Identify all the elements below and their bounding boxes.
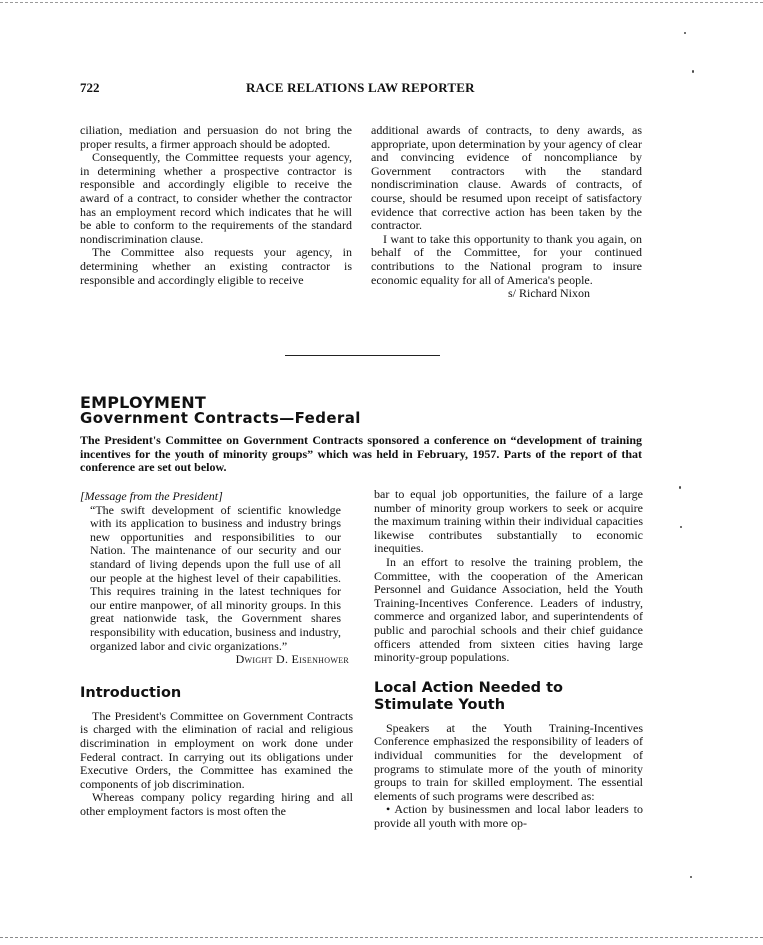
body-left-column xyxy=(80,490,353,818)
body-paragraph: In an effort to resolve the training problem, the Committee, with the cooperation of the American Personnel and Guidance Association, held the Youth Training-Incentives Conference. Leaders of industry, commerce and organized labor, and superintendents of public and parochial schools and their chief guidance officers attended from sixteen cities having large minority-group populations. xyxy=(374,554,643,665)
message-heading: [Message from the President] xyxy=(80,489,223,503)
letter-paragraph: additional awards of contracts, to deny awards, as appropriate, upon determination by your agency of clear and convincing evidence of noncompliance by Government contractors with the standard nondiscrimination clause. Awards of contracts, of course, should be resumed upon receipt of satisfactory evidence that corrective action has been taken by the contractor. xyxy=(371,123,642,233)
letter-paragraph: The Committee also requests your agency, in determining whether an existing contractor is responsible and accordingly eligible to receive xyxy=(80,245,352,287)
scan-edge-bottom xyxy=(0,937,763,938)
bullet-item: • Action by businessmen and local labor leaders to provide all youth with more op- xyxy=(374,802,643,830)
scan-speck xyxy=(692,70,694,73)
body-paragraph: bar to equal job opportunities, the failure of a large number of minority group workers to seek or acquire the maximum training within their individual capacities likewise contributes substantially to economic inequities. xyxy=(374,487,643,556)
scan-speck xyxy=(684,32,686,34)
letter-paragraph: I want to take this opportunity to thank you again, on behalf of the Committee, for your continued contributions to the National program to insure economic equality for all of America's people. xyxy=(371,231,642,287)
letter-left-column xyxy=(80,124,352,287)
letter-paragraph: ciliation, mediation and persuasion do not bring the proper results, a firmer approach should be adopted. xyxy=(80,123,352,151)
running-title: RACE RELATIONS LAW REPORTER xyxy=(246,80,475,95)
introduction-paragraph: Whereas company policy regarding hiring and all other employment factors is most often the xyxy=(80,790,353,818)
body-right-column xyxy=(374,488,643,830)
introduction-heading: Introduction xyxy=(80,684,182,701)
section-divider xyxy=(285,355,440,356)
letter-right-column xyxy=(371,124,642,301)
scan-speck xyxy=(679,486,681,489)
section-subtitle: Government Contracts—Federal xyxy=(80,409,361,427)
local-action-paragraph: Speakers at the Youth Training-Incentives Conference emphasized the responsibility of leaders of individual communities for the development of programs to stimulate more of the youth of minority groups to train for skilled employment. The essential elements of such programs were described as: xyxy=(374,720,643,803)
scan-edge-top xyxy=(0,2,763,3)
introduction-paragraph: The President's Committee on Government Contracts is charged with the elimination of racial and religious discrimination in employment on work done under Federal contract. In carrying out its obligations under Executive Orders, the Committee has examined the components of job discrimination. xyxy=(80,708,353,791)
president-quote: “The swift development of scientific knowledge with its application to business and industry brings new opportunities and responsibilities to our Nation. The maintenance of our security and our standard of living depends upon the full use of all our people at the highest level of their capabilities. This requires training in the latest techniques for our entire manpower, of all minority groups. In this great nationwide task, the Government shares responsibility with education, business and industry, organized labor and civic organizations.” xyxy=(90,502,341,653)
quote-attribution: Dwight D. Eisenhower xyxy=(235,652,349,667)
letter-signature: s/ Richard Nixon xyxy=(508,286,590,301)
page-number: 722 xyxy=(80,80,100,95)
headnote: The President's Committee on Government Contracts sponsored a conference on “development of training incentives for the youth of minority groups” which was held in February, 1957. Parts of the report of that conference are set out below. xyxy=(80,433,642,475)
scan-speck xyxy=(680,526,682,528)
section-title: EMPLOYMENT xyxy=(80,393,206,412)
scan-speck xyxy=(690,876,692,878)
local-action-heading: Local Action Needed to Stimulate Youth xyxy=(374,679,563,713)
letter-paragraph: Consequently, the Committee requests your agency, in determining whether a prospective contractor is responsible and accordingly eligible to receive the award of a contract, to consider whether the contractor has an employment record which indicates that he will be able to conform to the requirements of the standard nondiscrimination clause. xyxy=(80,150,352,246)
